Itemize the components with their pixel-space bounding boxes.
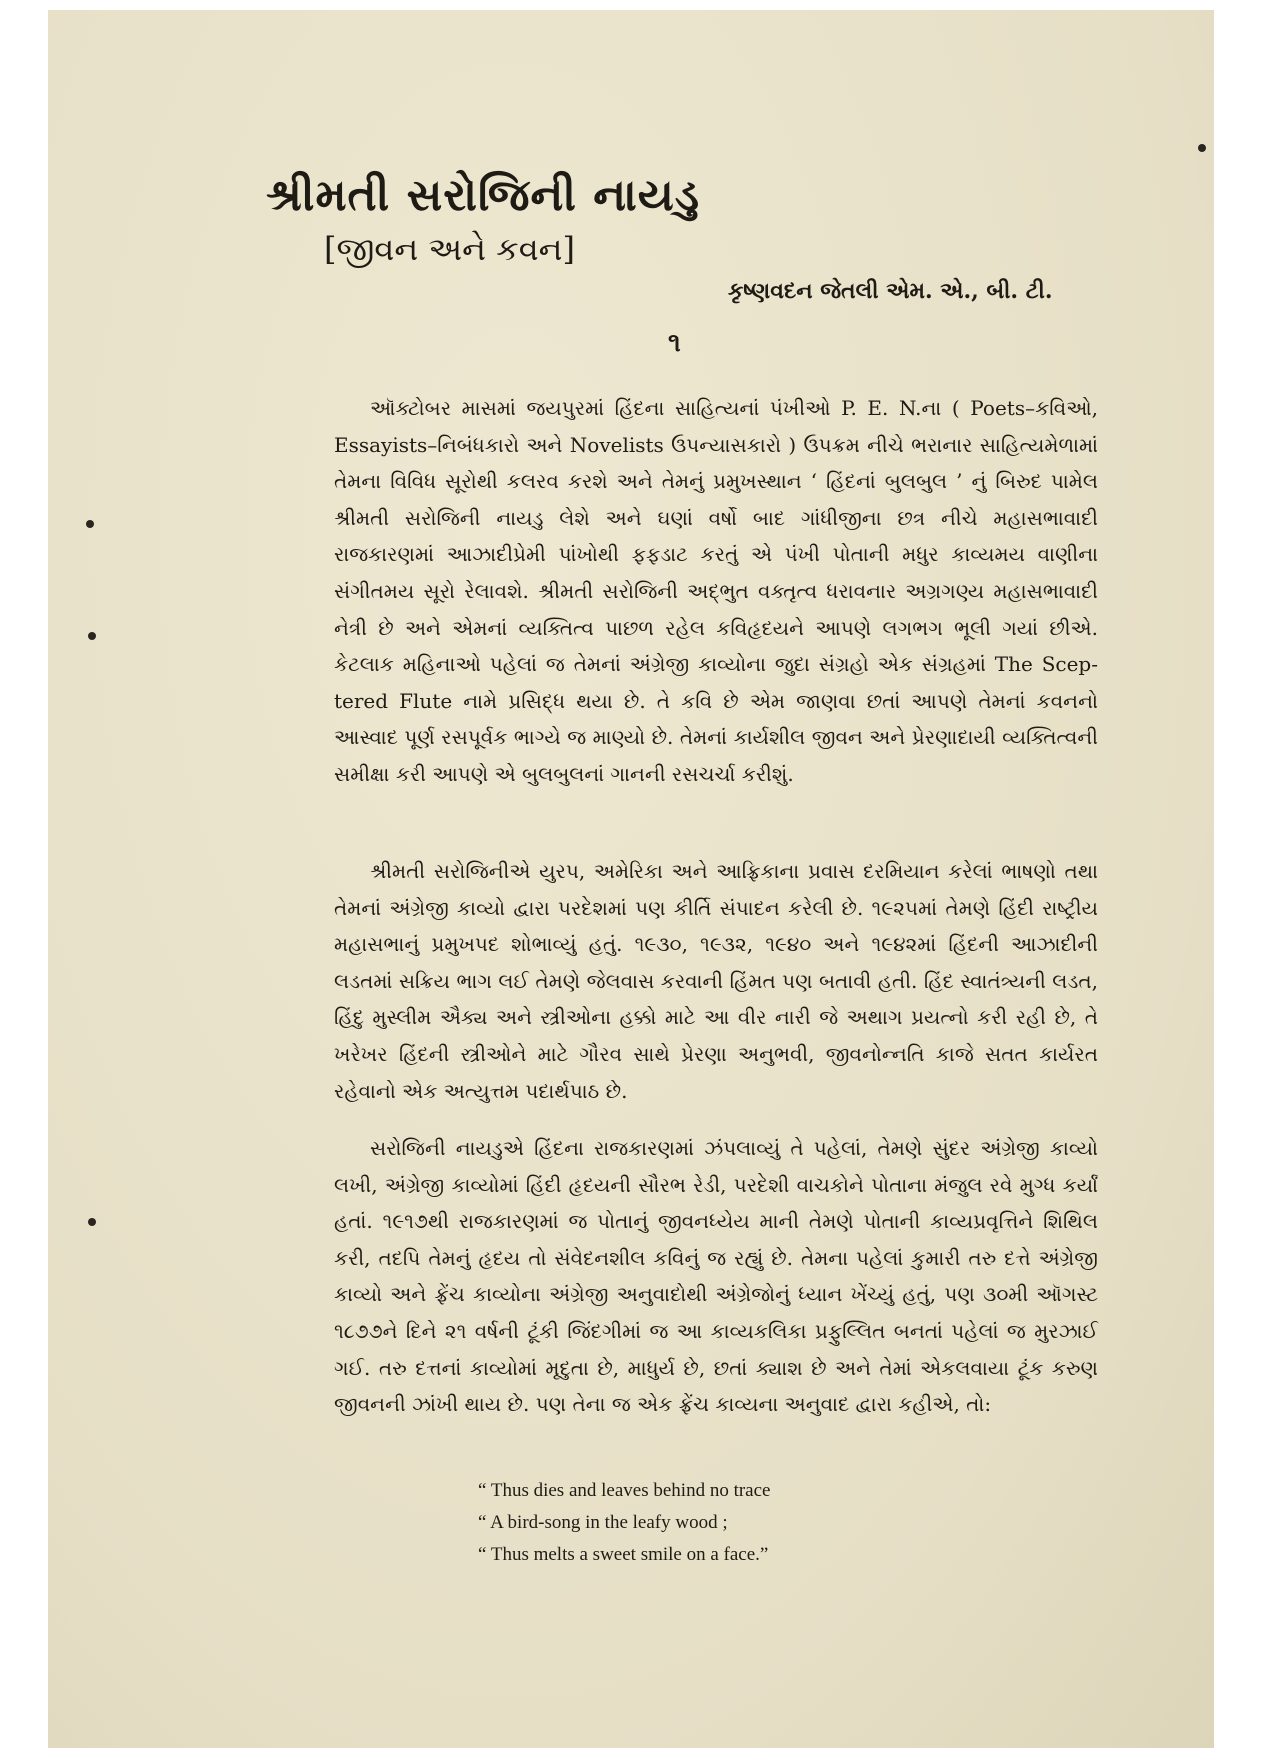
margin-mark	[86, 520, 94, 528]
quoted-verse	[478, 1475, 770, 1571]
page-subtitle: [જીવન અને કવન]	[324, 230, 576, 268]
section-number: ૧	[668, 328, 681, 358]
paragraph-1: ઑક્ટોબર માસમાં જયપુરમાં હિંદના સાહિત્યનાં પંખીઓ P. E. N.ના ( Poets–કવિઓ, Essayists–નિબંધકારો અને Novelists ઉપન્યાસકારો ) ઉપક્રમ નીચે ભરાનાર સાહિત્યમેળામાં તેમના વિવિધ સૂરોથી કલરવ કરશે અને તેમનું પ્રમુખસ્થાન ‘ હિંદનાં બુલબુલ ’ નું બિરુદ પામેલ શ્રીમતી સરોજિની નાયડુ લેશે અને ઘણાં વર્ષો બાદ ગાંધીજીના છત્ર નીચે મહાસભાવાદી રાજકારણમાં આઝાદીપ્રેમી પાંખોથી ફફડાટ કરતું એ પંખી પોતાની મધુર કાવ્યમય વાણીના સંગીતમય સૂરો રેલાવશે. શ્રીમતી સરોજિની અદ્ભુત વક્તૃત્વ ધરાવનાર અગ્રગણ્ય મહાસભાવાદી નેત્રી છે અને એમનાં વ્યક્તિત્વ પાછળ રહેલ કવિહૃદયને આપણે લગભગ ભૂલી ગયાં છીએ. કેટલાક મહિનાઓ પહેલાં જ તેમનાં અંગ્રેજી કાવ્યોના જુદા સંગ્રહો એક સંગ્રહમાં The Scep-tered Flute નામે પ્રસિદ્ધ થયા છે. તે કવિ છે એમ જાણવા છતાં આપણે તેમનાં કવનનો આસ્વાદ પૂર્ણ રસપૂર્વક ભાગ્યે જ માણ્યો છે. તેમનાં કાર્યશીલ જીવન અને પ્રેરણાદાયી વ્યક્તિત્વની સમીક્ષા કરી આપણે એ બુલબુલનાં ગાનની રસચર્ચા કરીશું.	[334, 396, 1098, 786]
margin-mark	[88, 1218, 96, 1226]
verse-line: “ A bird-song in the leafy wood ;	[478, 1512, 728, 1533]
verse-line: “ Thus dies and leaves behind no trace	[478, 1480, 771, 1501]
margin-mark	[1198, 144, 1206, 152]
paragraph-2: શ્રીમતી સરોજિનીએ યુરપ, અમેરિકા અને આફ્રિકાના પ્રવાસ દરમિયાન કરેલાં ભાષણો તથા તેમનાં અંગ્રેજી કાવ્યો દ્વારા પરદેશમાં પણ કીર્તિ સંપાદન કરેલી છે. ૧૯૨૫માં તેમણે હિંદી રાષ્ટ્રીય મહાસભાનું પ્રમુખપદ શોભાવ્યું હતું. ૧૯૩૦, ૧૯૩૨, ૧૯૪૦ અને ૧૯૪૨માં હિંદની આઝાદીની લડતમાં સક્રિય ભાગ લઈ તેમણે જેલવાસ કરવાની હિંમત પણ બતાવી હતી. હિંદ સ્વાતંત્ર્યની લડત, હિંદુ મુસ્લીમ ઐક્ય અને સ્ત્રીઓના હક્કો માટે આ વીર નારી જે અથાગ પ્રયત્નો કરી રહી છે, તે ખરેખર હિંદની સ્ત્રીઓને માટે ગૌરવ સાથે પ્રેરણા અનુભવી, જીવનોન્નતિ કાજે સતત કાર્યરત રહેવાનો એક અત્યુત્તમ પદાર્થપાઠ છે.	[334, 859, 1098, 1103]
page-title: શ્રીમતી સરોજિની નાયડુ	[266, 170, 700, 221]
scanned-page	[48, 10, 1214, 1748]
paragraph-3: સરોજિની નાયડુએ હિંદના રાજકારણમાં ઝંપલાવ્યું તે પહેલાં, તેમણે સુંદર અંગ્રેજી કાવ્યો લખી, અંગ્રેજી કાવ્યોમાં હિંદી હૃદયની સૌરભ રેડી, પરદેશી વાચકોને પોતાના મંજુલ રવે મુગ્ધ કર્યાં હતાં. ૧૯૧૭થી રાજકારણમાં જ પોતાનું જીવનધ્યેય માની તેમણે પોતાની કાવ્યપ્રવૃત્તિને શિથિલ કરી, તદપિ તેમનું હૃદય તો સંવેદનશીલ કવિનું જ રહ્યું છે. તેમના પહેલાં કુમારી તરુ દત્તે અંગ્રેજી કાવ્યો અને ફ્રેંચ કાવ્યોના અંગ્રેજી અનુવાદોથી અંગ્રેજોનું ધ્યાન ખેંચ્યું હતું, પણ ૩૦મી ઑગસ્ટ ૧૮૭૭ને દિને ૨૧ વર્ષની ટૂંકી જિંદગીમાં જ આ કાવ્યકલિકા પ્રફુલ્લિત બનતાં પહેલાં જ મુરઝાઈ ગઈ. તરુ દત્તનાં કાવ્યોમાં મૃદુતા છે, માધુર્ય છે, છતાં ક્યાશ છે અને તેમાં એકલવાયા ટૂંક કરુણ જીવનની ઝાંખી થાય છે. પણ તેના જ એક ફ્રેંચ કાવ્યના અનુવાદ દ્વારા કહીએ, તો:	[334, 1136, 1098, 1417]
author-byline: કૃષ્ણવદન જેતલી એમ. એ., બી. ટી.	[728, 278, 1053, 304]
margin-mark	[88, 632, 96, 640]
verse-line: “ Thus melts a sweet smile on a face.”	[478, 1544, 769, 1565]
